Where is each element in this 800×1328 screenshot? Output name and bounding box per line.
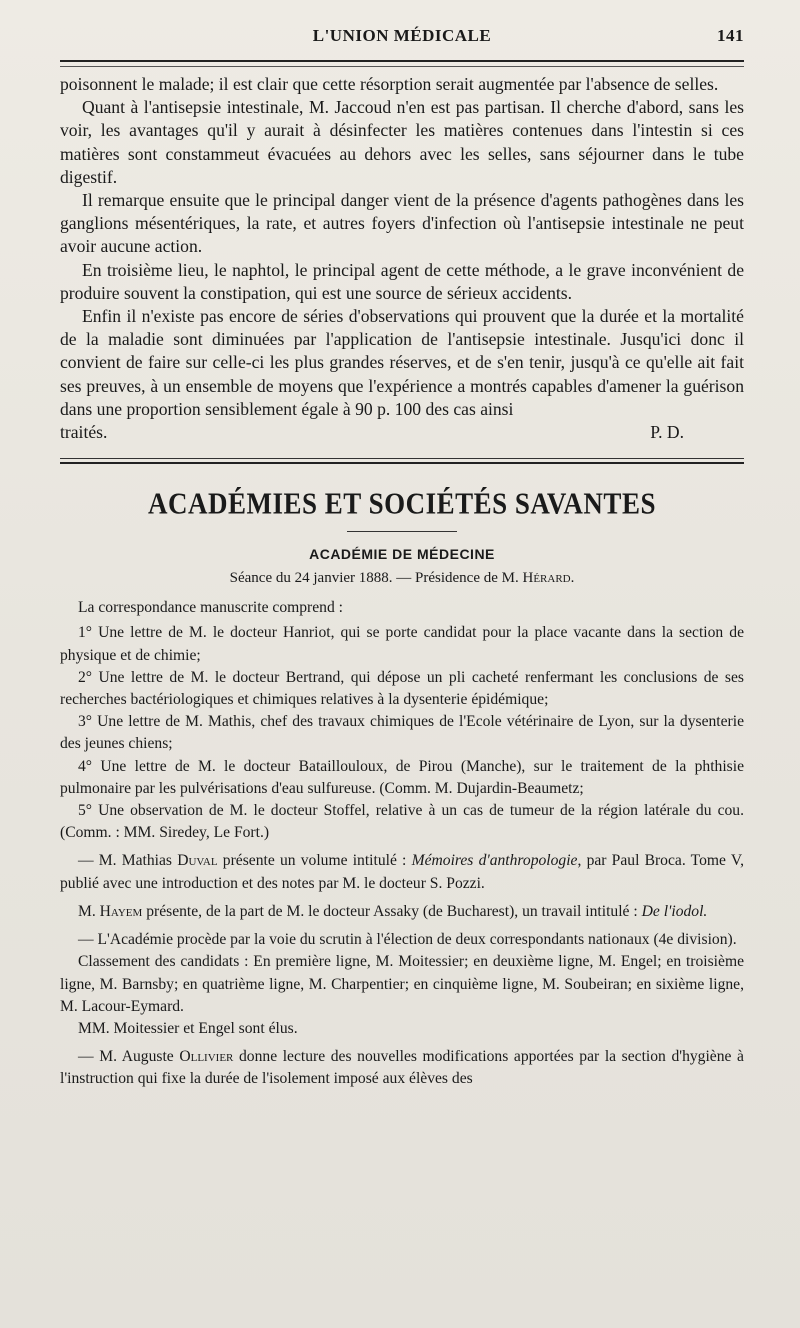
- election-result: MM. Moitessier et Engel sont élus.: [78, 1019, 298, 1037]
- ollivier-reading: — M. Auguste Ollivier donne lecture des nouvelles modifications apportées par la section d'hygiène à l'instruction qui fixe la durée de l'isolement imposé aux élèves des: [60, 1048, 744, 1088]
- correspondence-item: 3° Une lettre de M. Mathis, chef des travaux chimiques de l'Ecole vétérinaire de Lyon, sur la dysenterie des jeunes chiens;: [60, 713, 744, 753]
- article-last-words: traités.: [60, 422, 108, 443]
- title-rule: [347, 531, 457, 532]
- session-date: Séance du 24 janvier 1888. — Présidence de M.: [229, 570, 519, 587]
- running-header: [60, 18, 744, 50]
- person-name: Duval: [177, 852, 218, 870]
- article-paragraph: En troisième lieu, le naphtol, le principal agent de cette méthode, a le grave inconvénient de produire souvent la constipation, qui est une source de sérieux accidents.: [60, 259, 744, 303]
- work-title: De l'iodol.: [641, 902, 708, 920]
- book-title: Mémoires d'anthropologie: [411, 852, 578, 870]
- article-closing-line: [60, 421, 744, 444]
- session-president: Hérard.: [522, 570, 575, 587]
- proceedings: [60, 597, 744, 1090]
- person-name: Ollivier: [179, 1048, 234, 1066]
- header-rule-thin: [60, 66, 744, 67]
- duval-presentation: — M. Mathias Duval présente un volume intitulé : Mémoires d'anthropologie, par Paul Broca. Tome V, publié avec une introduction et des notes par M. le docteur S. Pozzi.: [60, 852, 744, 892]
- article-paragraph: Enfin il n'existe pas encore de séries d'observations qui prouvent que la durée et la mortalité de la maladie sont diminuées par l'application de l'antisepsie intestinale. Jusqu'ici donc il convient de faire sur celle-ci les plus grandes réserves, et de s'en tenir, jusqu'à ce qu'elle ait fait ses preuves, à un ensemble de moyens que l'expérience a montrés capables d'amener la guérison dans une proportion sensiblement égale à 90 p. 100 des cas ainsi: [60, 306, 744, 419]
- candidates-ranking: Classement des candidats : En première ligne, M. Moitessier; en deuxième ligne, M. Engel; en troisième ligne, M. Barnsby; en quatrième ligne, M. Charpentier; en cinquième ligne, M. Soubeiran; en sixième ligne, M. Lacour-Eymard.: [60, 953, 744, 1015]
- article-body: [60, 73, 744, 444]
- page-number: 141: [717, 26, 744, 45]
- section-title: ACADÉMIES ET SOCIÉTÉS SAVANTES: [148, 485, 656, 521]
- person-name: Hayem: [99, 902, 143, 920]
- correspondence-item: 4° Une lettre de M. le docteur Bataillouloux, de Pirou (Manche), sur le traitement de la phthisie pulmonaire par les pulvérisations d'eau sulfureuse. (Comm. M. Dujardin-Beaumetz;: [60, 757, 744, 797]
- correspondence-item: 2° Une lettre de M. le docteur Bertrand, qui dépose un pli cacheté renfermant les conclusions de ses recherches bactériologiques et chimiques relatives à la dysenterie épidémique;: [60, 668, 744, 709]
- proceedings-intro: La correspondance manuscrite comprend :: [78, 599, 343, 617]
- section-subtitle: ACADÉMIE DE MÉDECINE: [309, 546, 495, 563]
- article-paragraph: Quant à l'antisepsie intestinale, M. Jaccoud n'en est pas partisan. Il cherche d'abord, sans les voir, les avantages qu'il y aurait à désinfecter les matières contenues dans l'intestin si ces matières sont constammeut évacuées au dehors avec les selles, sans séjourner dans le tube digestif.: [60, 97, 744, 187]
- section-separator: [60, 458, 744, 464]
- hayem-presentation: M. Hayem présente, de la part de M. le docteur Assaky (de Bucharest), un travail intitulé : De l'iodol.: [78, 902, 708, 920]
- header-rule: [60, 60, 744, 62]
- correspondence-item: 5° Une observation de M. le docteur Stoffel, relative à un cas de tumeur de la région latérale du cou. (Comm. : MM. Siredey, Le Fort.): [60, 802, 744, 842]
- session-line: [60, 570, 744, 587]
- election-paragraph: — L'Académie procède par la voie du scrutin à l'élection de deux correspondants nationaux (4e division).: [78, 931, 737, 949]
- correspondence-item: 1° Une lettre de M. le docteur Hanriot, qui se porte candidat pour la place vacante dans la section de physique et de chimie;: [60, 624, 744, 664]
- article-paragraph: Il remarque ensuite que le principal danger vient de la présence d'agents pathogènes dans les ganglions mésentériques, la rate, et autres foyers d'infection où l'antisepsie intestinale ne peut avoir aucune action.: [60, 190, 744, 257]
- author-signature: P. D.: [650, 422, 684, 443]
- article-paragraph: poisonnent le malade; il est clair que cette résorption serait augmentée par l'absence de selles.: [60, 74, 719, 94]
- journal-title: L'UNION MÉDICALE: [312, 26, 492, 45]
